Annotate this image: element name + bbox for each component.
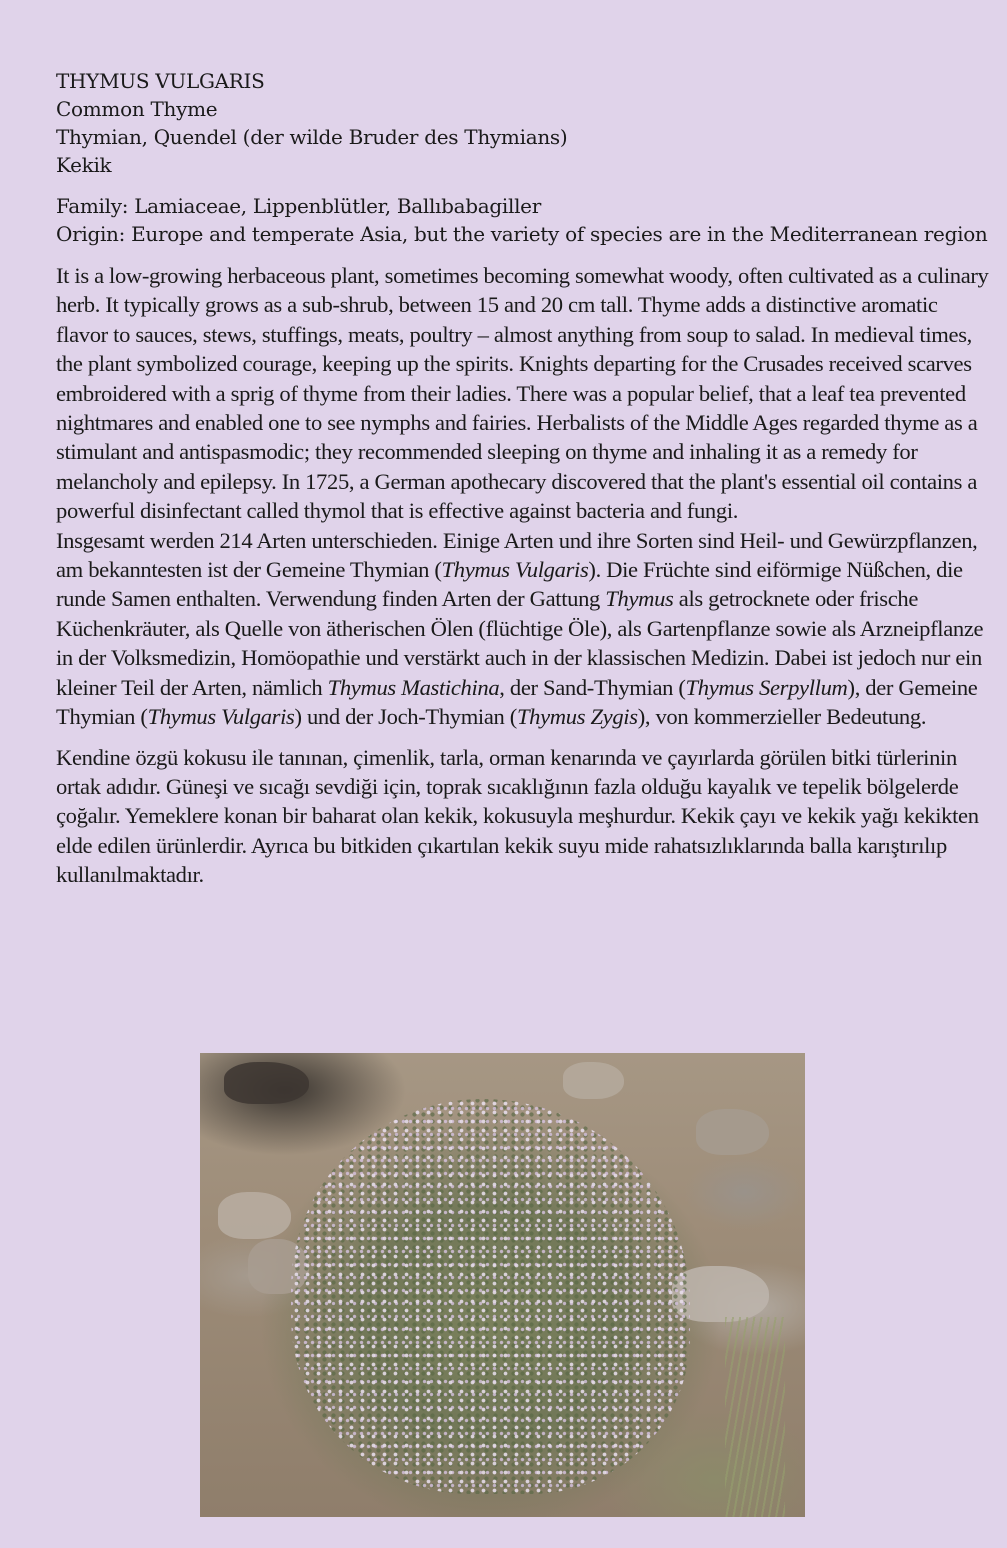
photo-grass	[725, 1317, 785, 1517]
origin-line: Origin: Europe and temperate Asia, but the variety of species are in the Mediterranean region	[56, 222, 988, 246]
photo-rock	[696, 1109, 769, 1155]
photo-rock	[563, 1062, 624, 1099]
species-name: Thymus Serpyllum	[685, 674, 848, 700]
species-name: Thymus Vulgaris	[147, 704, 295, 730]
species-name: Thymus Mastichina	[327, 674, 500, 700]
photo-rock	[218, 1192, 291, 1238]
document-page	[56, 67, 991, 890]
family-line: Family: Lamiaceae, Lippenblütler, Ballıbabagiller	[56, 194, 541, 218]
plant-meta	[56, 192, 991, 248]
species-name: Thymus Vulgaris	[441, 557, 589, 583]
photo-rock	[224, 1062, 309, 1104]
german-text: , der Sand-Thymian (	[499, 674, 686, 700]
german-name: Thymian, Quendel (der wilde Bruder des Thymians)	[56, 125, 568, 149]
german-text: ). Die Früchte sind eiförmige Nüßchen, die runde Samen enthalten. Verwendung finden Arten der Gattung	[56, 557, 963, 612]
german-text: ), von kommerzieller Bedeutung.	[637, 704, 927, 730]
german-text: ) und der Joch-Thymian (	[294, 704, 517, 730]
german-text: ), der Gemeine Thymian (	[56, 674, 978, 730]
turkish-description: Kendine özgü kokusu ile tanınan, çimenlik, tarla, orman kenarında ve çayırlarda görülen bitki türlerinin ortak adıdır. Güneşi ve sıcağı sevdiği için, toprak sıcaklığının fazla olduğu kayalık ve tepelik bölgelerde çoğalır. Yemeklere konan bir baharat olan kekik, kokusuyla meşhurdur. Kekik çayı ve kekik yağı kekikten elde edilen ürünlerdir. Ayrıca bu bitkiden çıkartılan kekik suyu mide rahatsızlıklarında balla karıştırılıp kullanılmaktadır.	[56, 744, 979, 888]
turkish-name: Kekik	[56, 153, 112, 177]
plant-names	[56, 67, 991, 179]
german-text: Insgesamt werden 214 Arten unterschieden. Einige Arten und ihre Sorten sind Heil- und Gewürzpflanzen, am bekanntesten ist der Gemeine Thymian (	[56, 527, 978, 583]
species-name: Thymus Zygis	[516, 704, 638, 730]
latin-name: THYMUS VULGARIS	[56, 69, 265, 93]
english-description: It is a low-growing herbaceous plant, sometimes becoming somewhat woody, often cultivated as a culinary herb. It typically grows as a sub-shrub, between 15 and 20 cm tall. Thyme adds a distinctive aromatic flavor to sauces, stews, stuffings, meats, poultry – almost anything from soup to salad. In medieval times, the plant symbolized courage, keeping up the spirits. Knights departing for the Crusades received scarves embroidered with a sprig of thyme from their ladies. There was a popular belief, that a leaf tea prevented nightmares and enabled one to see nymphs and fairies. Herbalists of the Middle Ages regarded thyme as a stimulant and antispasmodic; they recommended sleeping on thyme and inhaling it as a remedy for melancholy and epilepsy. In 1725, a German apothecary discovered that the plant's essential oil contains a powerful disinfectant called thymol that is effective against bacteria and fungi.	[56, 263, 989, 524]
thyme-shrub	[291, 1099, 690, 1493]
thyme-photo	[200, 1053, 805, 1517]
genus-name: Thymus	[605, 586, 674, 612]
english-name: Common Thyme	[56, 97, 218, 121]
german-text: als getrocknete oder frische Küchenkräuter, als Quelle von ätherischen Ölen (flüchtige Öle), als Gartenpflanze sowie als Arzneipflanze in der Volksmedizin, Homöopathie und verstärkt auch in der klassischen Medizin. Dabei ist jedoch nur ein kleiner Teil der Arten, nämlich	[56, 586, 984, 700]
german-description	[56, 526, 991, 732]
